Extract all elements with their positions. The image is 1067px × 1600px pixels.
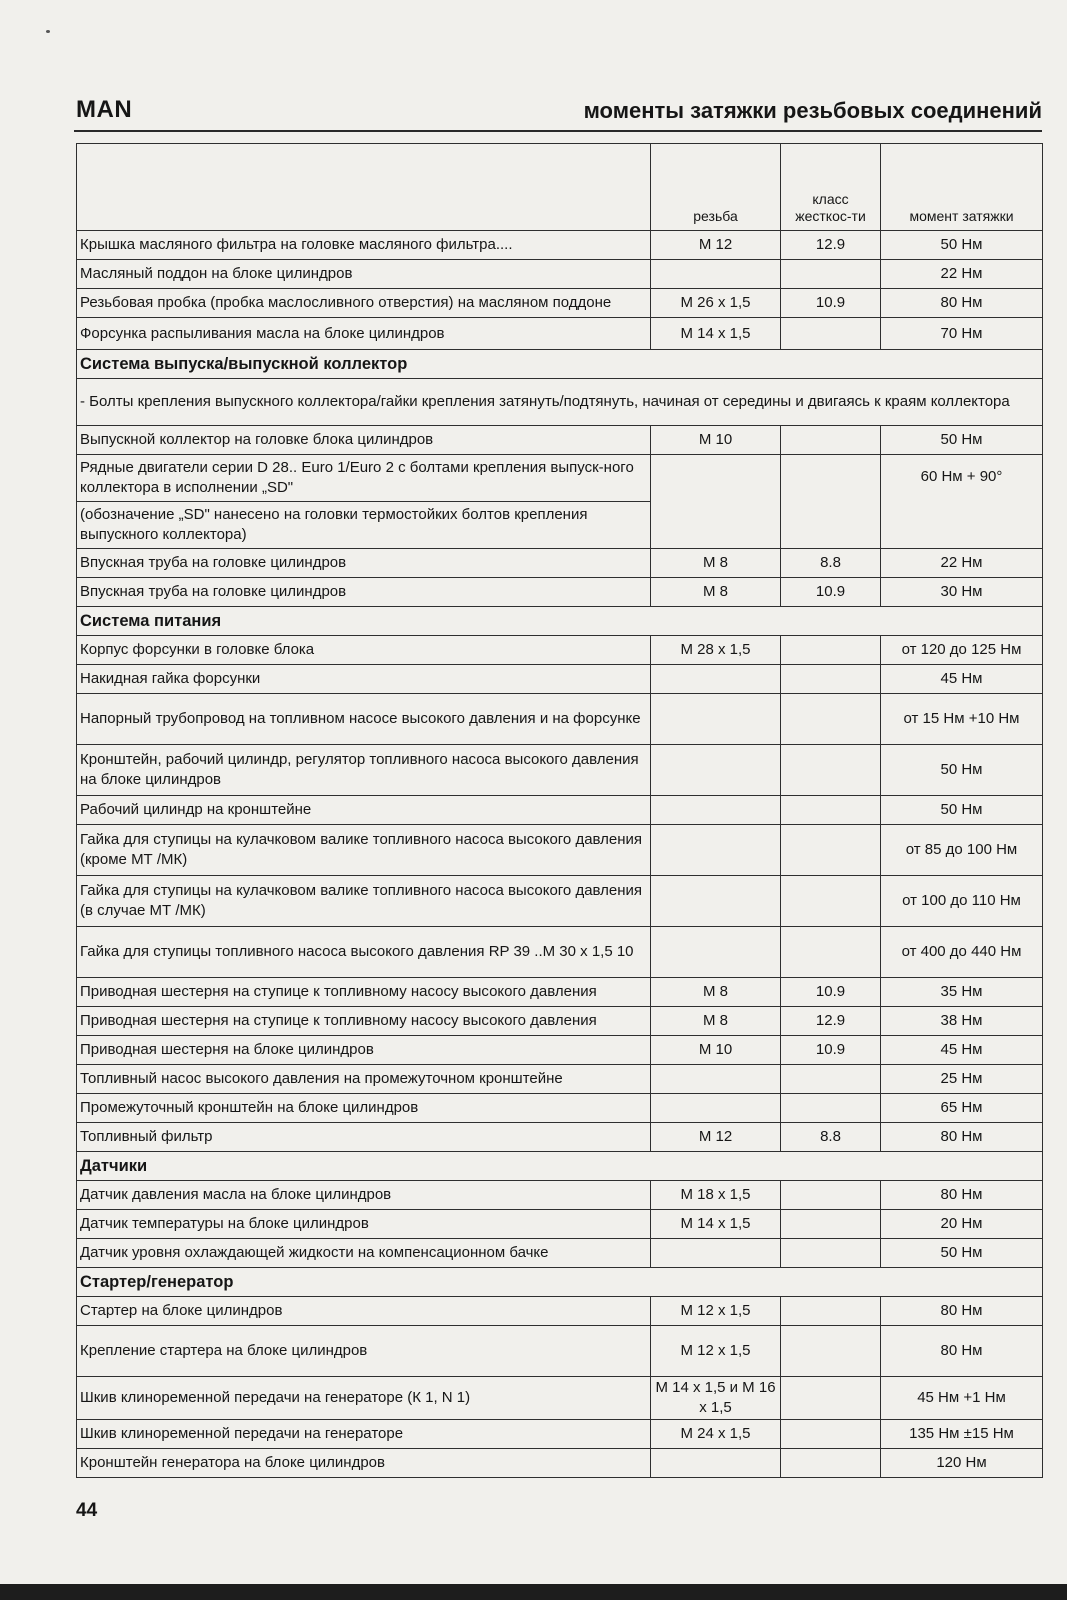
row-strength-class [781, 455, 881, 549]
row-strength-class [781, 636, 881, 665]
row-torque: 50 Нм [881, 231, 1043, 260]
row-description: Накидная гайка форсунки [77, 665, 651, 694]
row-torque: от 85 до 100 Нм [881, 825, 1043, 876]
row-torque: 25 Нм [881, 1065, 1043, 1094]
row-torque: 50 Нм [881, 745, 1043, 796]
table-row [77, 426, 1043, 455]
row-torque: 80 Нм [881, 1123, 1043, 1152]
row-description: Стартер на блоке цилиндров [77, 1297, 651, 1326]
row-torque: 120 Нм [881, 1449, 1043, 1478]
row-torque: 80 Нм [881, 1326, 1043, 1377]
table-row [77, 1036, 1043, 1065]
row-strength-class: 10.9 [781, 978, 881, 1007]
table-row [77, 1420, 1043, 1449]
row-description: Впускная труба на головке цилиндров [77, 549, 651, 578]
row-description: Рабочий цилиндр на кронштейне [77, 796, 651, 825]
row-description: Шкив клиноременной передачи на генераторе (К 1, N 1) [77, 1377, 651, 1420]
row-description: Приводная шестерня на ступице к топливному насосу высокого давления [77, 978, 651, 1007]
row-thread: М 12 х 1,5 [651, 1326, 781, 1377]
row-torque: от 15 Нм +10 Нм [881, 694, 1043, 745]
table-row [77, 694, 1043, 745]
row-thread: М 12 [651, 1123, 781, 1152]
table-row [77, 260, 1043, 289]
section-heading: Стартер/генератор [77, 1268, 1043, 1297]
table-row [77, 978, 1043, 1007]
row-description: Масляный поддон на блоке цилиндров [77, 260, 651, 289]
row-torque: от 400 до 440 Нм [881, 927, 1043, 978]
row-torque: от 100 до 110 Нм [881, 876, 1043, 927]
header-cell-thread: резьба [651, 144, 781, 231]
row-strength-class [781, 796, 881, 825]
row-description: Выпускной коллектор на головке блока цилиндров [77, 426, 651, 455]
row-strength-class [781, 1239, 881, 1268]
row-torque: 70 Нм [881, 318, 1043, 350]
row-description: Датчик температуры на блоке цилиндров [77, 1210, 651, 1239]
row-strength-class [781, 694, 881, 745]
row-description: Впускная труба на головке цилиндров [77, 578, 651, 607]
torque-table-body [77, 144, 1043, 1478]
table-row [77, 1449, 1043, 1478]
row-strength-class [781, 1210, 881, 1239]
table-row [77, 876, 1043, 927]
page-title: моменты затяжки резьбовых соединений [583, 98, 1042, 123]
row-description: Приводная шестерня на блоке цилиндров [77, 1036, 651, 1065]
row-thread: М 8 [651, 549, 781, 578]
section-row [77, 607, 1043, 636]
row-strength-class: 10.9 [781, 578, 881, 607]
row-description: Корпус форсунки в головке блока [77, 636, 651, 665]
row-thread: М 8 [651, 578, 781, 607]
row-description: Гайка для ступицы топливного насоса высокого давления RP 39 ..М 30 х 1,5 10 [77, 927, 651, 978]
table-row [77, 549, 1043, 578]
row-strength-class: 10.9 [781, 289, 881, 318]
section-row [77, 1152, 1043, 1181]
row-description: Гайка для ступицы на кулачковом валике топливного насоса высокого давления (в случае МТ /МК) [77, 876, 651, 927]
row-description: Резьбовая пробка (пробка маслосливного отверстия) на масляном поддоне [77, 289, 651, 318]
row-torque: 22 Нм [881, 549, 1043, 578]
table-row [77, 796, 1043, 825]
row-thread: М 26 х 1,5 [651, 289, 781, 318]
row-thread [651, 1065, 781, 1094]
header-cell-description [77, 144, 651, 231]
row-torque: 60 Нм + 90° [881, 455, 1043, 549]
row-torque: 50 Нм [881, 426, 1043, 455]
table-row [77, 825, 1043, 876]
table-row [77, 289, 1043, 318]
table-row [77, 455, 1043, 502]
section-row [77, 350, 1043, 379]
row-thread: М 10 [651, 1036, 781, 1065]
row-thread [651, 927, 781, 978]
header-cell-strength-class: класс жесткос-ти [781, 144, 881, 231]
row-strength-class [781, 426, 881, 455]
page-number: 44 [76, 1500, 98, 1521]
row-description: Топливный насос высокого давления на промежуточном кронштейне [77, 1065, 651, 1094]
row-strength-class: 12.9 [781, 1007, 881, 1036]
row-strength-class [781, 876, 881, 927]
row-thread [651, 745, 781, 796]
row-thread [651, 694, 781, 745]
row-strength-class [781, 260, 881, 289]
row-thread: М 8 [651, 978, 781, 1007]
row-strength-class: 8.8 [781, 1123, 881, 1152]
row-strength-class [781, 1420, 881, 1449]
row-torque: 45 Нм [881, 1036, 1043, 1065]
section-row [77, 1268, 1043, 1297]
scan-bottom-edge [0, 1584, 1067, 1600]
row-torque: 50 Нм [881, 1239, 1043, 1268]
row-torque: 45 Нм [881, 665, 1043, 694]
row-strength-class [781, 825, 881, 876]
table-row [77, 1326, 1043, 1377]
table-row [77, 1094, 1043, 1123]
row-description: Крышка масляного фильтра на головке масляного фильтра.... [77, 231, 651, 260]
row-strength-class [781, 1449, 881, 1478]
row-strength-class [781, 665, 881, 694]
row-torque: 38 Нм [881, 1007, 1043, 1036]
row-description: Датчик давления масла на блоке цилиндров [77, 1181, 651, 1210]
row-thread [651, 796, 781, 825]
row-description: Промежуточный кронштейн на блоке цилиндров [77, 1094, 651, 1123]
note-row [77, 379, 1043, 426]
note-text: - Болты крепления выпускного коллектора/гайки крепления затянуть/подтянуть, начиная от середины и двигаясь к краям коллектора [77, 379, 1043, 426]
scan-speck [46, 30, 50, 33]
row-thread: М 24 х 1,5 [651, 1420, 781, 1449]
row-thread: М 12 [651, 231, 781, 260]
table-row [77, 1065, 1043, 1094]
table-row [77, 1239, 1043, 1268]
row-description-note: (обозначение „SD" нанесено на головки термостойких болтов крепления выпускного коллектора) [77, 502, 651, 549]
row-strength-class [781, 318, 881, 350]
row-description: Крепление стартера на блоке цилиндров [77, 1326, 651, 1377]
row-thread: М 18 х 1,5 [651, 1181, 781, 1210]
row-thread: М 12 х 1,5 [651, 1297, 781, 1326]
table-row [77, 1181, 1043, 1210]
row-description: Датчик уровня охлаждающей жидкости на компенсационном бачке [77, 1239, 651, 1268]
row-thread [651, 876, 781, 927]
table-row [77, 927, 1043, 978]
table-row [77, 1007, 1043, 1036]
row-thread [651, 1239, 781, 1268]
row-torque: 80 Нм [881, 1297, 1043, 1326]
table-row [77, 1123, 1043, 1152]
row-description: Кронштейн, рабочий цилиндр, регулятор топливного насоса высокого давления на блоке цилиндров [77, 745, 651, 796]
row-description: Напорный трубопровод на топливном насосе высокого давления и на форсунке [77, 694, 651, 745]
table-row [77, 578, 1043, 607]
row-description: Шкив клиноременной передачи на генераторе [77, 1420, 651, 1449]
row-description: Приводная шестерня на ступице к топливному насосу высокого давления [77, 1007, 651, 1036]
row-thread [651, 1094, 781, 1123]
torque-table [76, 143, 1043, 1478]
row-thread: М 14 х 1,5 [651, 318, 781, 350]
row-description: Форсунка распыливания масла на блоке цилиндров [77, 318, 651, 350]
row-strength-class [781, 745, 881, 796]
row-thread [651, 260, 781, 289]
row-torque: от 120 до 125 Нм [881, 636, 1043, 665]
section-heading: Система выпуска/выпускной коллектор [77, 350, 1043, 379]
row-strength-class [781, 1065, 881, 1094]
row-thread: М 28 х 1,5 [651, 636, 781, 665]
row-thread [651, 665, 781, 694]
row-strength-class [781, 927, 881, 978]
row-torque: 20 Нм [881, 1210, 1043, 1239]
table-row [77, 665, 1043, 694]
row-strength-class [781, 1094, 881, 1123]
row-strength-class [781, 1326, 881, 1377]
row-torque: 30 Нм [881, 578, 1043, 607]
brand-title: MAN [76, 96, 133, 123]
row-torque: 50 Нм [881, 796, 1043, 825]
section-heading: Датчики [77, 1152, 1043, 1181]
row-strength-class [781, 1377, 881, 1420]
row-description: Топливный фильтр [77, 1123, 651, 1152]
row-strength-class: 10.9 [781, 1036, 881, 1065]
row-strength-class [781, 1297, 881, 1326]
row-torque: 80 Нм [881, 1181, 1043, 1210]
row-thread: М 8 [651, 1007, 781, 1036]
header-cell-torque: момент затяжки [881, 144, 1043, 231]
row-description: Гайка для ступицы на кулачковом валике топливного насоса высокого давления (кроме МТ /МК) [77, 825, 651, 876]
row-thread: М 10 [651, 426, 781, 455]
table-row [77, 745, 1043, 796]
page-header [74, 94, 1042, 132]
row-thread: М 14 х 1,5 [651, 1210, 781, 1239]
row-torque: 22 Нм [881, 260, 1043, 289]
row-torque: 80 Нм [881, 289, 1043, 318]
row-thread [651, 1449, 781, 1478]
table-row [77, 1377, 1043, 1420]
table-row [77, 1210, 1043, 1239]
row-thread [651, 455, 781, 549]
table-row [77, 231, 1043, 260]
section-heading: Система питания [77, 607, 1043, 636]
row-torque: 45 Нм +1 Нм [881, 1377, 1043, 1420]
row-strength-class: 8.8 [781, 549, 881, 578]
row-thread: М 14 х 1,5 и М 16 х 1,5 [651, 1377, 781, 1420]
row-torque: 35 Нм [881, 978, 1043, 1007]
table-row [77, 318, 1043, 350]
row-description: Кронштейн генератора на блоке цилиндров [77, 1449, 651, 1478]
row-description: Рядные двигатели серии D 28.. Euro 1/Euro 2 с болтами крепления выпуск-ного коллектора в исполнении „SD" [77, 455, 651, 502]
row-strength-class: 12.9 [781, 231, 881, 260]
row-torque: 135 Нм ±15 Нм [881, 1420, 1043, 1449]
row-thread [651, 825, 781, 876]
table-row [77, 636, 1043, 665]
row-strength-class [781, 1181, 881, 1210]
table-row [77, 1297, 1043, 1326]
table-header-row [77, 144, 1043, 231]
row-torque: 65 Нм [881, 1094, 1043, 1123]
